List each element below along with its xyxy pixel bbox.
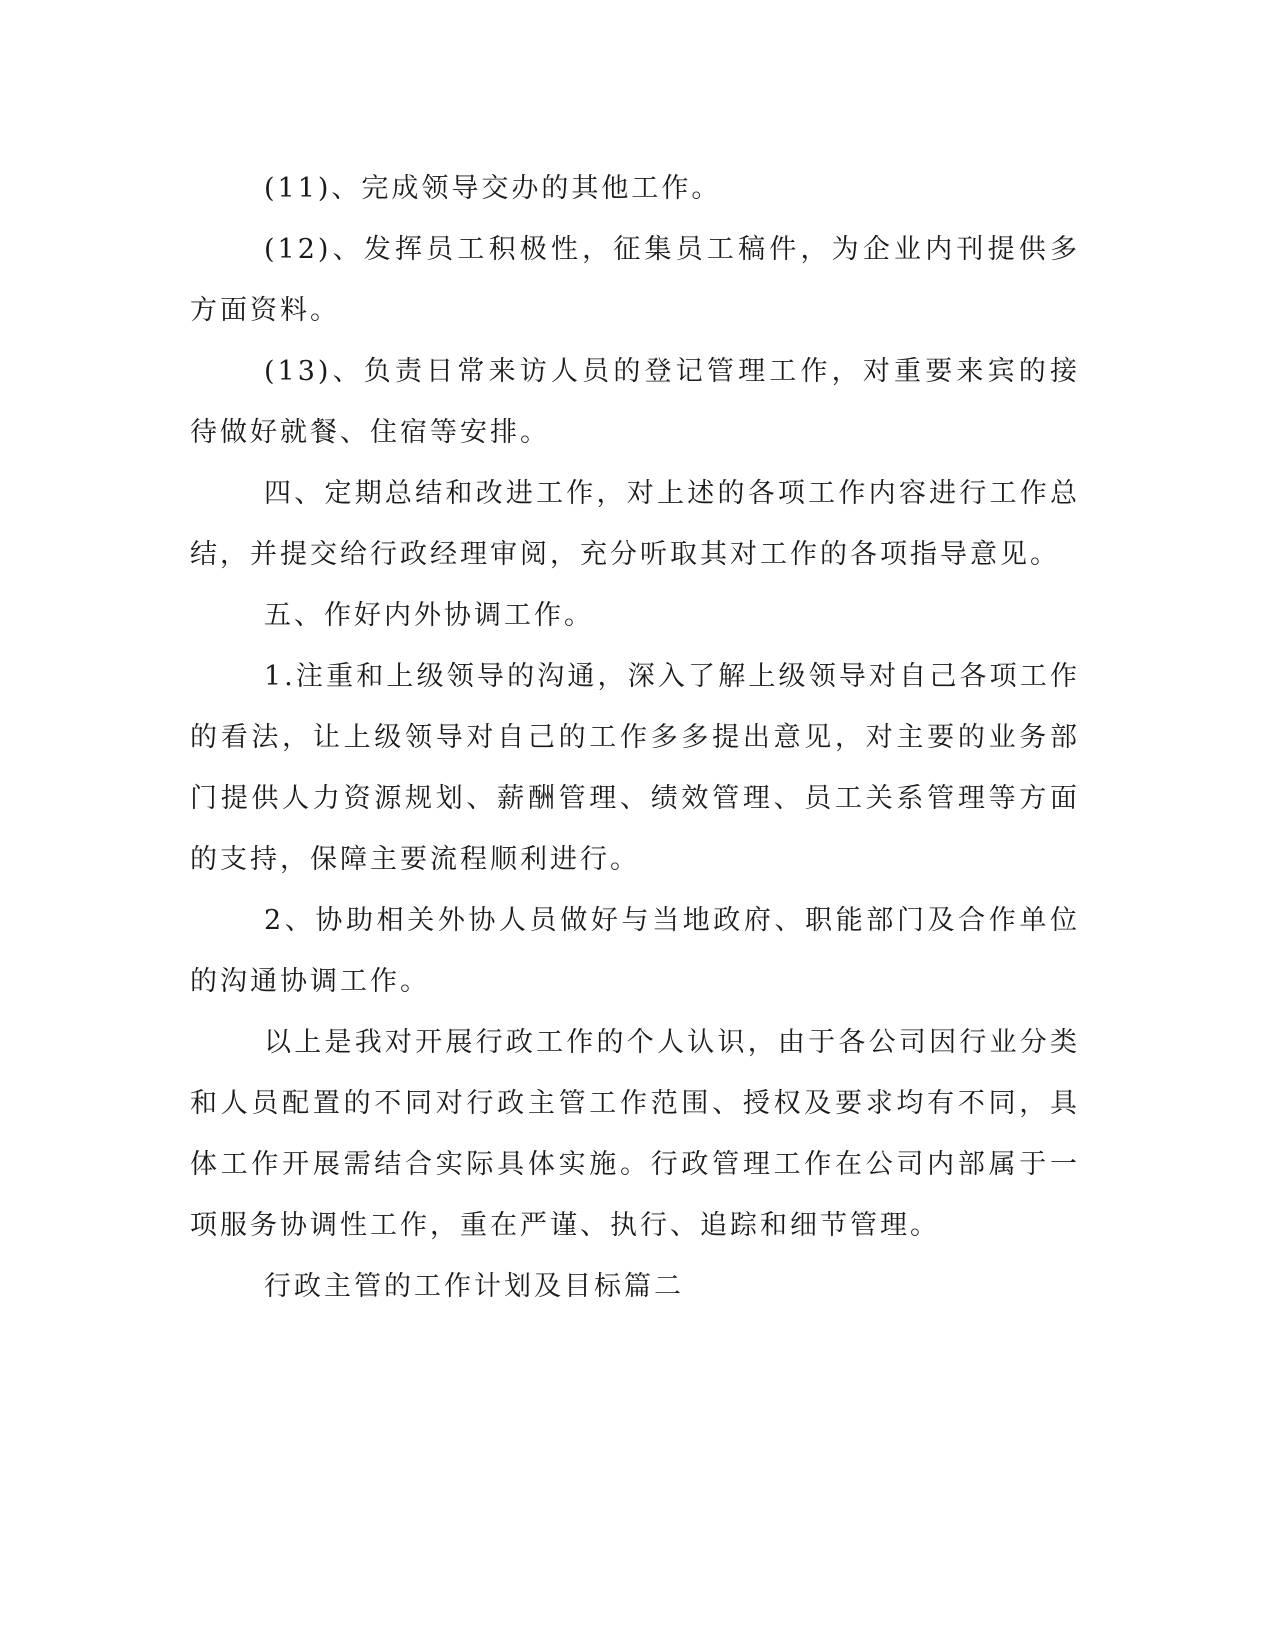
document-body — [190, 158, 1080, 1317]
paragraph-point-2: 2、协助相关外协人员做好与当地政府、职能部门及合作单位的沟通协调工作。 — [190, 905, 1080, 997]
paragraph-item-13: (13)、负责日常来访人员的登记管理工作，对重要来宾的接待做好就餐、住宿等安排。 — [190, 356, 1080, 448]
paragraph-section-four: 四、定期总结和改进工作，对上述的各项工作内容进行工作总结，并提交给行政经理审阅，充分听取其对工作的各项指导意见。 — [190, 478, 1080, 570]
paragraph-section-five: 五、作好内外协调工作。 — [264, 600, 594, 631]
paragraph-next-title: 行政主管的工作计划及目标篇二 — [264, 1271, 684, 1302]
paragraph-point-1: 1.注重和上级领导的沟通，深入了解上级领导对自己各项工作的看法，让上级领导对自己的工作多多提出意见，对主要的业务部门提供人力资源规划、薪酬管理、绩效管理、员工关系管理等方面的支持，保障主要流程顺利进行。 — [190, 661, 1080, 875]
paragraph-item-12: (12)、发挥员工积极性，征集员工稿件，为企业内刊提供多方面资料。 — [190, 234, 1080, 326]
paragraph-item-11: (11)、完成领导交办的其他工作。 — [264, 173, 722, 204]
paragraph-summary: 以上是我对开展行政工作的个人认识，由于各公司因行业分类和人员配置的不同对行政主管工作范围、授权及要求均有不同，具体工作开展需结合实际具体实施。行政管理工作在公司内部属于一项服务协调性工作，重在严谨、执行、追踪和细节管理。 — [190, 1027, 1080, 1241]
